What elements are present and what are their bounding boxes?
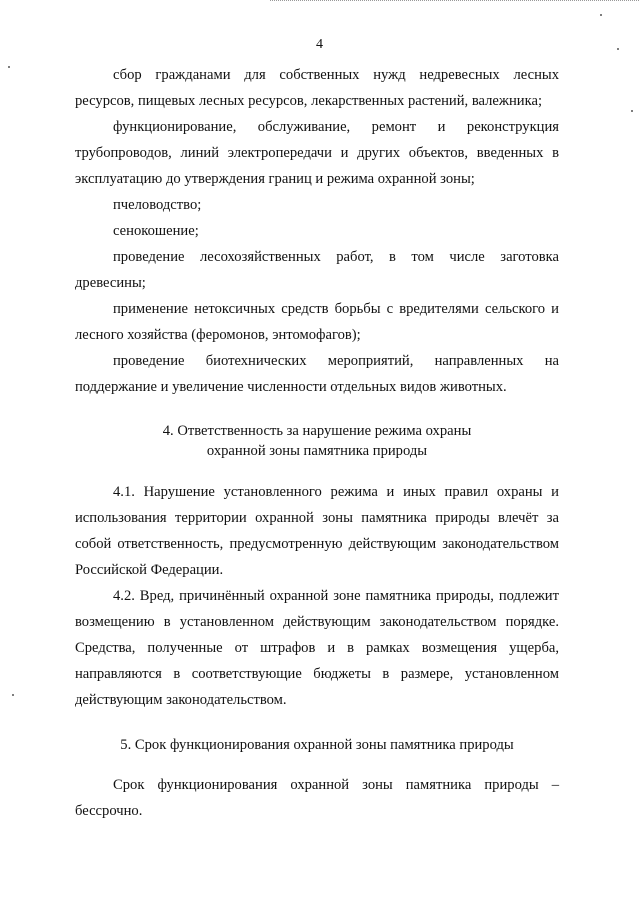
section-4-heading (75, 421, 559, 461)
paragraph-5: Срок функционирования охранной зоны памятника природы – бессрочно. (75, 777, 559, 819)
list-item: сенокошение; (113, 223, 199, 239)
list-item: функционирование, обслуживание, ремонт и реконструкция трубопроводов, линий электропередачи и других объектов, введенных в эксплуатацию до утверждения границ и режима охранной зоны; (75, 119, 559, 187)
section-heading-line: 4. Ответственность за нарушение режима охраны (162, 423, 472, 439)
list-item: проведение лесохозяйственных работ, в том числе заготовка древесины; (75, 249, 559, 291)
permitted-activities-list (75, 62, 559, 400)
scan-speck (8, 66, 10, 68)
page-number: 4 (316, 37, 323, 52)
scan-speck (12, 694, 14, 696)
list-item: сбор гражданами для собственных нужд недревесных лесных ресурсов, пищевых лесных ресурсов, лекарственных растений, валежника; (75, 67, 559, 109)
list-item: проведение биотехнических мероприятий, направленных на поддержание и увеличение численности отдельных видов животных. (75, 353, 559, 395)
scan-speck (600, 14, 602, 16)
paragraph-4-2: 4.2. Вред, причинённый охранной зоне памятника природы, подлежит возмещению в установленном действующим законодательством порядке. Средства, полученные от штрафов и в рамках возмещения ущерба, направляются в соответствующие бюджеты в размере, установленном действующим законодательством. (75, 588, 559, 708)
section-5-body (75, 772, 559, 824)
section-heading-line: 5. Срок функционирования охранной зоны памятника природы (120, 737, 514, 753)
scan-speck (631, 110, 633, 112)
list-item: пчеловодство; (113, 197, 202, 213)
section-4-body (75, 479, 559, 713)
list-item: применение нетоксичных средств борьбы с вредителями сельского и лесного хозяйства (феромонов, энтомофагов); (75, 301, 559, 343)
section-heading-line: охранной зоны памятника природы (206, 443, 428, 459)
scan-edge-line (270, 0, 639, 2)
paragraph-4-1: 4.1. Нарушение установленного режима и иных правил охраны и использования территории охранной зоны памятника природы влечёт за собой ответственность, предусмотренную действующим законодательством Российской Федерации. (75, 484, 559, 578)
section-5-heading (75, 735, 559, 755)
